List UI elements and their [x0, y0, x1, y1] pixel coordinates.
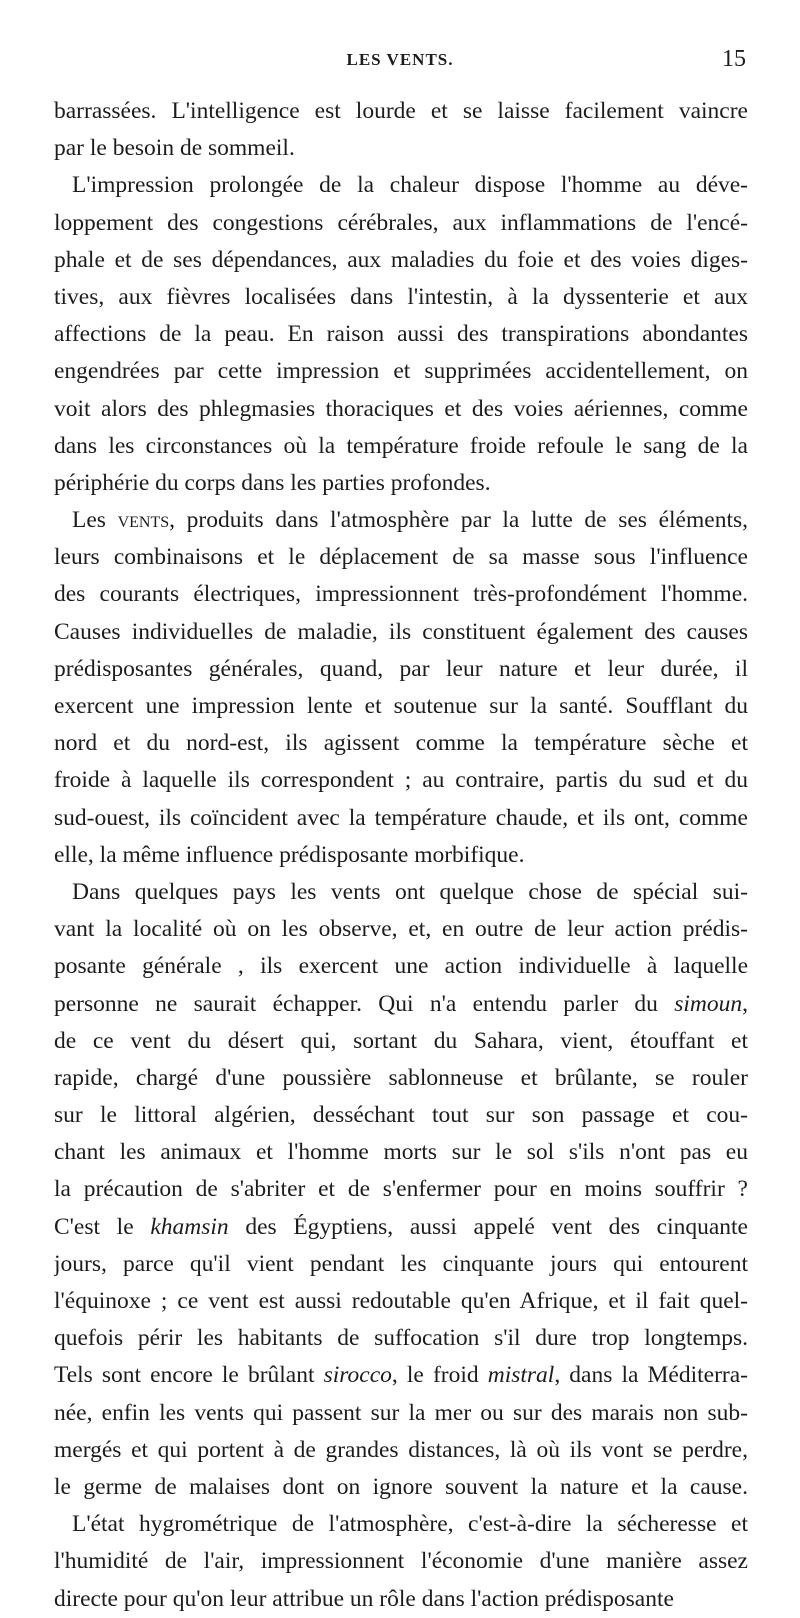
- text-line: [54, 725, 748, 762]
- text-line: [54, 1469, 748, 1506]
- text-run: tives, aux fièvres localisées dans l'intestin, à la dyssenterie et aux: [54, 283, 748, 310]
- text-run: la précaution de s'abriter et de s'enfermer pour en moins souffrir ?: [54, 1176, 748, 1203]
- text-run: , produits dans l'atmosphère par la lutte de ses éléments,: [169, 507, 748, 534]
- text-run: barrassées. L'intelligence est lourde et se laisse facilement vaincre: [54, 98, 748, 124]
- text-run: , dans la Méditerra-: [554, 1362, 748, 1389]
- text-line: [54, 614, 748, 651]
- text-run: voit alors des phlegmasies thoraciques et des voies aériennes, comme: [54, 395, 748, 422]
- text-run: personne ne saurait échapper. Qui n'a entendu parler du: [54, 990, 675, 1017]
- italic-term: mistral: [487, 1362, 555, 1389]
- text-run: L'impression prolongée de la chaleur dispose l'homme au déve-: [72, 172, 748, 199]
- text-line: [54, 800, 748, 837]
- text-line: [54, 1543, 748, 1580]
- text-run: posante générale , ils exercent une action individuelle à laquelle: [54, 953, 748, 980]
- italic-term: simoun: [674, 990, 743, 1017]
- text-line: [54, 242, 748, 279]
- text-run: née, enfin les vents qui passent sur la mer ou sur des marais non sub-: [54, 1399, 748, 1426]
- text-line: [54, 353, 748, 390]
- text-line: [54, 316, 748, 353]
- text-run: des courants électriques, impressionnent très-profondément l'homme.: [54, 581, 748, 608]
- small-caps-term: vents: [117, 507, 170, 534]
- text-run: chant les animaux et l'homme morts sur le sol s'ils n'ont pas eu: [54, 1139, 748, 1166]
- text-line: [54, 1357, 748, 1394]
- text-run: des Égyptiens, aussi appelé vent des cinquante: [228, 1213, 748, 1240]
- text-line: [54, 1581, 748, 1618]
- text-run: , le froid: [391, 1362, 488, 1389]
- running-title: LES VENTS.: [346, 50, 454, 69]
- text-run: par le besoin de sommeil.: [54, 135, 295, 162]
- text-line: [54, 205, 748, 242]
- text-run: Tels sont encore le brûlant: [54, 1362, 324, 1389]
- text-line: [54, 465, 748, 502]
- text-run: mergés et qui portent à de grandes distances, là où ils vont se perdre,: [54, 1436, 748, 1463]
- text-run: Les: [72, 507, 118, 534]
- text-run: exercent une impression lente et soutenue sur la santé. Soufflant du: [54, 693, 748, 719]
- text-run: de ce vent du désert qui, sortant du Sahara, vient, étouffant et: [54, 1027, 748, 1054]
- text-line: [54, 93, 748, 130]
- text-line: [54, 428, 748, 465]
- text-run: périphérie du corps dans les parties profondes.: [54, 469, 491, 496]
- italic-term: khamsin: [150, 1213, 229, 1240]
- text-line: [54, 762, 748, 799]
- text-line: [54, 130, 748, 167]
- text-run: l'équinoxe ; ce vent est aussi redoutable qu'en Afrique, et il fait quel-: [54, 1288, 748, 1314]
- text-line: [54, 1246, 748, 1283]
- text-line: [54, 279, 748, 316]
- page-number: 15: [722, 46, 746, 72]
- text-run: affections de la peau. En raison aussi des transpirations abondantes: [54, 321, 748, 348]
- text-line: [54, 651, 748, 688]
- text-line: [54, 1023, 748, 1060]
- text-line: [54, 911, 748, 948]
- text-line: [54, 1097, 748, 1134]
- text-run: engendrées par cette impression et supprimées accidentellement, on: [54, 358, 748, 385]
- text-run: L'état hygrométrique de l'atmosphère, c'est-à-dire la sécheresse et: [72, 1511, 748, 1538]
- text-run: elle, la même influence prédisposante morbifique.: [54, 841, 525, 868]
- text-run: Causes individuelles de maladie, ils constituent également des causes: [54, 618, 748, 645]
- text-run: prédisposantes générales, quand, par leur nature et leur durée, il: [54, 655, 748, 682]
- text-line: [54, 1060, 748, 1097]
- text-line: [54, 539, 748, 576]
- text-line: [54, 167, 748, 204]
- text-line: [54, 874, 748, 911]
- text-run: C'est le: [54, 1213, 151, 1240]
- text-run: ,: [742, 990, 748, 1017]
- text-line: [54, 837, 748, 874]
- text-line: [54, 1506, 748, 1543]
- italic-term: sirocco: [323, 1362, 392, 1389]
- text-run: Dans quelques pays les vents ont quelque chose de spécial sui-: [72, 878, 748, 905]
- body-text: [54, 93, 748, 1618]
- text-run: directe pour qu'on leur attribue un rôle dans l'action prédisposante: [54, 1585, 674, 1612]
- text-line: [54, 1171, 748, 1208]
- text-run: sur le littoral algérien, desséchant tout sur son passage et cou-: [54, 1102, 748, 1129]
- text-line: [54, 688, 748, 725]
- text-line: [54, 1395, 748, 1432]
- text-run: l'humidité de l'air, impressionnent l'économie d'une manière assez: [54, 1548, 748, 1575]
- text-run: phale et de ses dépendances, aux maladies du foie et des voies diges-: [54, 246, 748, 273]
- text-line: [54, 502, 748, 539]
- text-run: sud-ouest, ils coïncident avec la température chaude, et ils ont, comme: [54, 804, 748, 831]
- text-line: [54, 948, 748, 985]
- text-run: loppement des congestions cérébrales, aux inflammations de l'encé-: [54, 209, 748, 236]
- text-run: nord et du nord-est, ils agissent comme la température sèche et: [54, 730, 748, 757]
- text-run: froide à laquelle ils correspondent ; au contraire, partis du sud et du: [54, 767, 748, 794]
- text-line: [54, 1320, 748, 1357]
- text-line: [54, 1134, 748, 1171]
- text-line: [54, 391, 748, 428]
- text-run: le germe de malaises dont on ignore souvent la nature et la cause.: [54, 1473, 748, 1500]
- text-run: jours, parce qu'il vient pendant les cinquante jours qui entourent: [54, 1250, 748, 1277]
- text-line: [54, 1432, 748, 1469]
- text-run: vant la localité où on les observe, et, en outre de leur action prédis-: [54, 916, 748, 943]
- text-line: [54, 1209, 748, 1246]
- text-line: [54, 986, 748, 1023]
- text-run: quefois périr les habitants de suffocation s'il dure trop longtemps.: [54, 1325, 748, 1352]
- text-run: leurs combinaisons et le déplacement de sa masse sous l'influence: [54, 544, 748, 571]
- text-run: dans les circonstances où la température froide refoule le sang de la: [54, 432, 748, 459]
- text-line: [54, 576, 748, 613]
- running-head: [0, 46, 800, 82]
- text-line: [54, 1283, 748, 1320]
- text-run: rapide, chargé d'une poussière sablonneuse et brûlante, se rouler: [54, 1064, 748, 1091]
